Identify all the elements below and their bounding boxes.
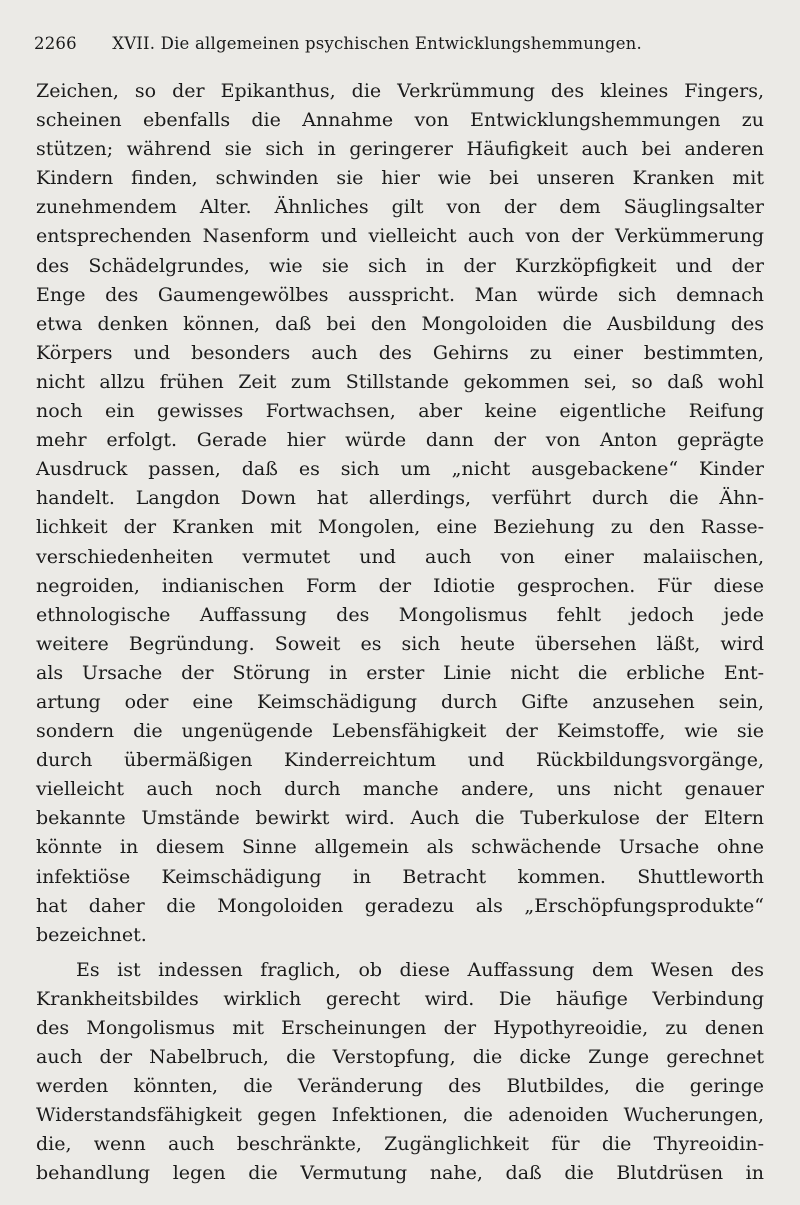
text-line: bekannte Umstände bewirkt wird. Auch die Tuberkulose der Eltern [36, 807, 764, 830]
text-line: die, wenn auch beschränkte, Zugänglichkeit für die Thyreoidin- [36, 1133, 764, 1156]
text-line: des Schädelgrundes, wie sie sich in der Kurzköpfigkeit und der [36, 254, 764, 277]
text-line: etwa denken können, daß bei den Mongoloiden die Ausbildung des [36, 312, 764, 335]
text-line: entsprechenden Nasenform und vielleicht auch von der Verkümmerung [36, 225, 764, 248]
text-line: lichkeit der Kranken mit Mongolen, eine Beziehung zu den Rasse- [36, 516, 764, 539]
text-line: nicht allzu frühen Zeit zum Stillstande gekommen sei, so daß wohl [36, 370, 764, 393]
text-line: Krankheitsbildes wirklich gerecht wird. Die häufige Verbindung [36, 987, 764, 1010]
text-line: Ausdruck passen, daß es sich um „nicht ausgebackene“ Kinder [36, 458, 764, 481]
text-line: negroiden, indianischen Form der Idiotie gesprochen. Für diese [36, 574, 764, 597]
text-line: scheinen ebenfalls die Annahme von Entwicklungshemmungen zu [36, 109, 764, 132]
text-line: Es ist indessen fraglich, ob diese Auffassung dem Wesen des [76, 958, 764, 981]
text-line: sondern die ungenügende Lebensfähigkeit der Keimstoffe, wie sie [36, 720, 764, 743]
running-head [34, 34, 774, 60]
paragraph-2 [36, 956, 764, 1189]
text-line: behandlung legen die Vermutung nahe, daß die Blutdrüsen in [36, 1162, 764, 1185]
text-line: vielleicht auch noch durch manche andere, uns nicht genauer [36, 778, 764, 801]
text-line: Kindern finden, schwinden sie hier wie bei unseren Kranken mit [36, 167, 764, 190]
chapter-title: XVII. Die allgemeinen psychischen Entwicklungshemmungen. [112, 34, 642, 53]
text-line: könnte in diesem Sinne allgemein als schwächende Ursache ohne [36, 836, 764, 859]
text-line: artung oder eine Keimschädigung durch Gifte anzusehen sein, [36, 690, 764, 713]
text-line: zunehmendem Alter. Ähnliches gilt von der dem Säuglingsalter [36, 196, 764, 219]
text-line: ethnologische Auffassung des Mongolismus fehlt jedoch jede [36, 603, 764, 626]
text-line: durch übermäßigen Kinderreichtum und Rückbildungsvorgänge, [36, 749, 764, 772]
text-line: bezeichnet. [36, 923, 147, 946]
text-line: als Ursache der Störung in erster Linie nicht die erbliche Ent- [36, 661, 764, 684]
text-line: hat daher die Mongoloiden geradezu als „Erschöpfungsprodukte“ [36, 894, 764, 917]
text-line: verschiedenheiten vermutet und auch von einer malaiischen, [36, 545, 764, 568]
text-line: Körpers und besonders auch des Gehirns zu einer bestimmten, [36, 341, 764, 364]
text-line: noch ein gewisses Fortwachsen, aber keine eigentliche Reifung [36, 400, 764, 423]
text-line: handelt. Langdon Down hat allerdings, verführt durch die Ähn- [36, 487, 764, 510]
page-number: 2266 [34, 34, 77, 53]
text-line: mehr erfolgt. Gerade hier würde dann der von Anton geprägte [36, 429, 764, 452]
text-line: infektiöse Keimschädigung in Betracht kommen. Shuttleworth [36, 865, 764, 888]
paragraph-1 [36, 77, 764, 950]
text-line: Enge des Gaumengewölbes ausspricht. Man würde sich demnach [36, 283, 764, 306]
text-line: Zeichen, so der Epikanthus, die Verkrümmung des kleines Fingers, [36, 80, 764, 102]
text-line: des Mongolismus mit Erscheinungen der Hypothyreoidie, zu denen [36, 1017, 764, 1039]
text-line: auch der Nabelbruch, die Verstopfung, die dicke Zunge gerechnet [36, 1046, 764, 1069]
page-body [36, 77, 764, 1189]
text-line: stützen; während sie sich in geringerer Häufigkeit auch bei anderen [36, 138, 764, 161]
text-line: werden könnten, die Veränderung des Blutbildes, die geringe [36, 1075, 764, 1098]
text-line: Widerstandsfähigkeit gegen Infektionen, die adenoiden Wucherungen, [36, 1104, 764, 1127]
text-line: weitere Begründung. Soweit es sich heute übersehen läßt, wird [36, 632, 764, 655]
